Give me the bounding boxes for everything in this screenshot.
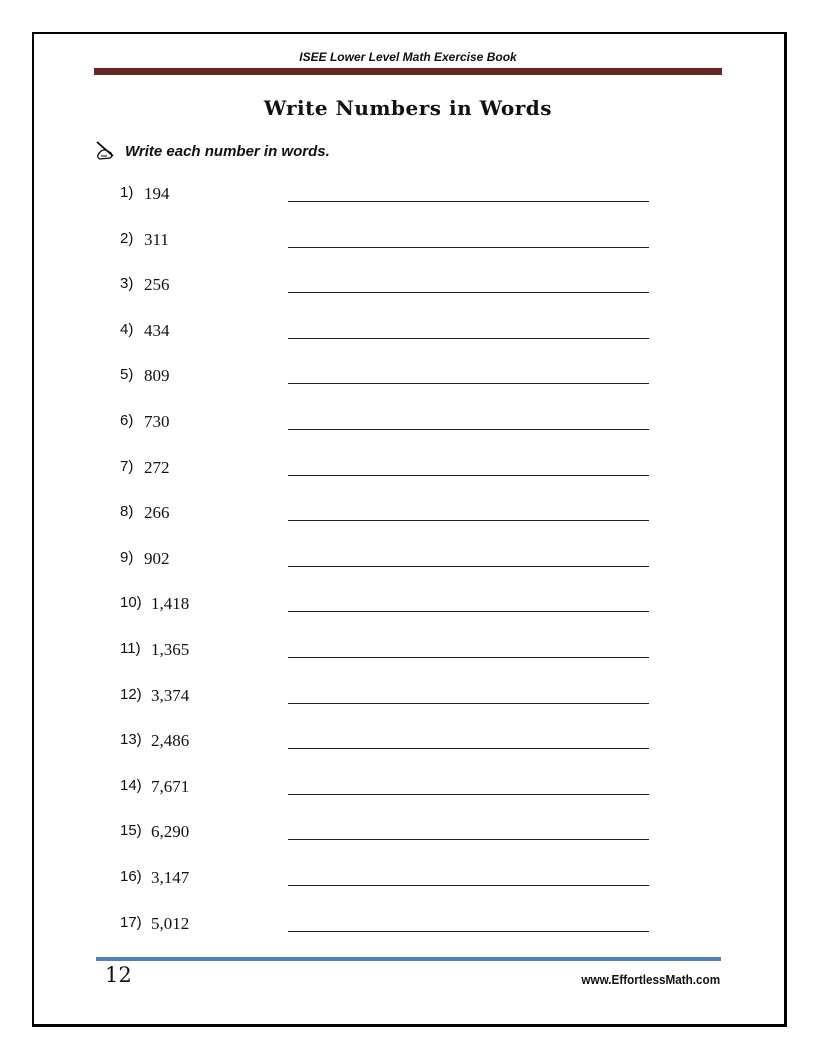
problem-value: 730 bbox=[144, 412, 170, 431]
problem-row bbox=[120, 594, 660, 618]
answer-line[interactable] bbox=[288, 201, 649, 202]
answer-line[interactable] bbox=[288, 794, 649, 795]
answer-line[interactable] bbox=[288, 931, 649, 932]
problem-number: 13) bbox=[120, 731, 142, 749]
problem-row bbox=[120, 458, 660, 482]
problem-row bbox=[120, 640, 660, 664]
problem-value: 6,290 bbox=[151, 822, 190, 842]
instruction-text: Write each number in words. bbox=[125, 142, 330, 160]
problem-number: 16) bbox=[120, 868, 142, 885]
answer-line[interactable] bbox=[288, 338, 649, 339]
problem-value: 194 bbox=[144, 184, 170, 203]
problem-row bbox=[120, 321, 660, 345]
answer-line[interactable] bbox=[288, 383, 649, 384]
answer-line[interactable] bbox=[288, 885, 649, 886]
problem-number: 9) bbox=[120, 548, 134, 566]
problem-number: 14) bbox=[120, 776, 142, 794]
problem-row bbox=[120, 366, 660, 390]
page-title: Write Numbers in Words bbox=[263, 96, 553, 120]
problem-value: 256 bbox=[144, 275, 170, 295]
problem-number: 3) bbox=[120, 275, 134, 293]
problem-value: 7,671 bbox=[151, 776, 190, 796]
answer-line[interactable] bbox=[288, 748, 649, 749]
problem-row bbox=[120, 412, 660, 436]
problem-number: 10) bbox=[120, 594, 142, 612]
problem-row bbox=[120, 731, 660, 755]
problem-row bbox=[120, 275, 660, 299]
problem-number: 4) bbox=[120, 320, 134, 338]
problem-row bbox=[120, 549, 660, 573]
problem-value: 3,147 bbox=[151, 868, 190, 887]
header-divider bbox=[94, 68, 722, 75]
problem-row bbox=[120, 914, 660, 938]
answer-line[interactable] bbox=[288, 292, 649, 293]
answer-line[interactable] bbox=[288, 839, 649, 840]
problem-number: 6) bbox=[120, 412, 134, 429]
answer-line[interactable] bbox=[288, 566, 649, 567]
problem-row bbox=[120, 184, 660, 208]
writing-hand-icon bbox=[95, 141, 117, 161]
page-number: 12 bbox=[105, 963, 132, 987]
answer-line[interactable] bbox=[288, 657, 649, 658]
problem-value: 272 bbox=[144, 457, 170, 477]
problem-number: 15) bbox=[120, 822, 142, 840]
answer-line[interactable] bbox=[288, 429, 649, 430]
problem-row bbox=[120, 503, 660, 527]
problem-value: 311 bbox=[144, 229, 169, 249]
book-title: ISEE Lower Level Math Exercise Book bbox=[299, 50, 517, 64]
problem-number: 2) bbox=[120, 229, 134, 247]
problem-number: 17) bbox=[120, 913, 142, 931]
problem-row bbox=[120, 822, 660, 846]
problem-row bbox=[120, 686, 660, 710]
footer-divider bbox=[96, 957, 721, 961]
problem-value: 809 bbox=[144, 366, 170, 386]
problem-value: 902 bbox=[144, 548, 170, 568]
problem-number: 8) bbox=[120, 503, 134, 521]
problem-value: 434 bbox=[144, 320, 170, 340]
instruction bbox=[95, 141, 330, 161]
problem-value: 2,486 bbox=[151, 731, 190, 751]
website-link: www.EffortlessMath.com bbox=[581, 972, 720, 987]
answer-line[interactable] bbox=[288, 520, 649, 521]
problem-row bbox=[120, 777, 660, 801]
answer-line[interactable] bbox=[288, 247, 649, 248]
problem-value: 3,374 bbox=[151, 685, 190, 705]
problem-number: 12) bbox=[120, 685, 142, 703]
problem-value: 1,418 bbox=[151, 594, 190, 614]
problem-number: 7) bbox=[120, 457, 134, 475]
problem-number: 5) bbox=[120, 366, 134, 384]
problem-value: 5,012 bbox=[151, 913, 190, 933]
answer-line[interactable] bbox=[288, 611, 649, 612]
problem-value: 1,365 bbox=[151, 640, 190, 659]
answer-line[interactable] bbox=[288, 475, 649, 476]
problem-number: 1) bbox=[120, 184, 134, 201]
problem-row bbox=[120, 868, 660, 892]
answer-line[interactable] bbox=[288, 703, 649, 704]
problem-row bbox=[120, 230, 660, 254]
problem-number: 11) bbox=[120, 640, 141, 657]
problem-value: 266 bbox=[144, 503, 170, 523]
